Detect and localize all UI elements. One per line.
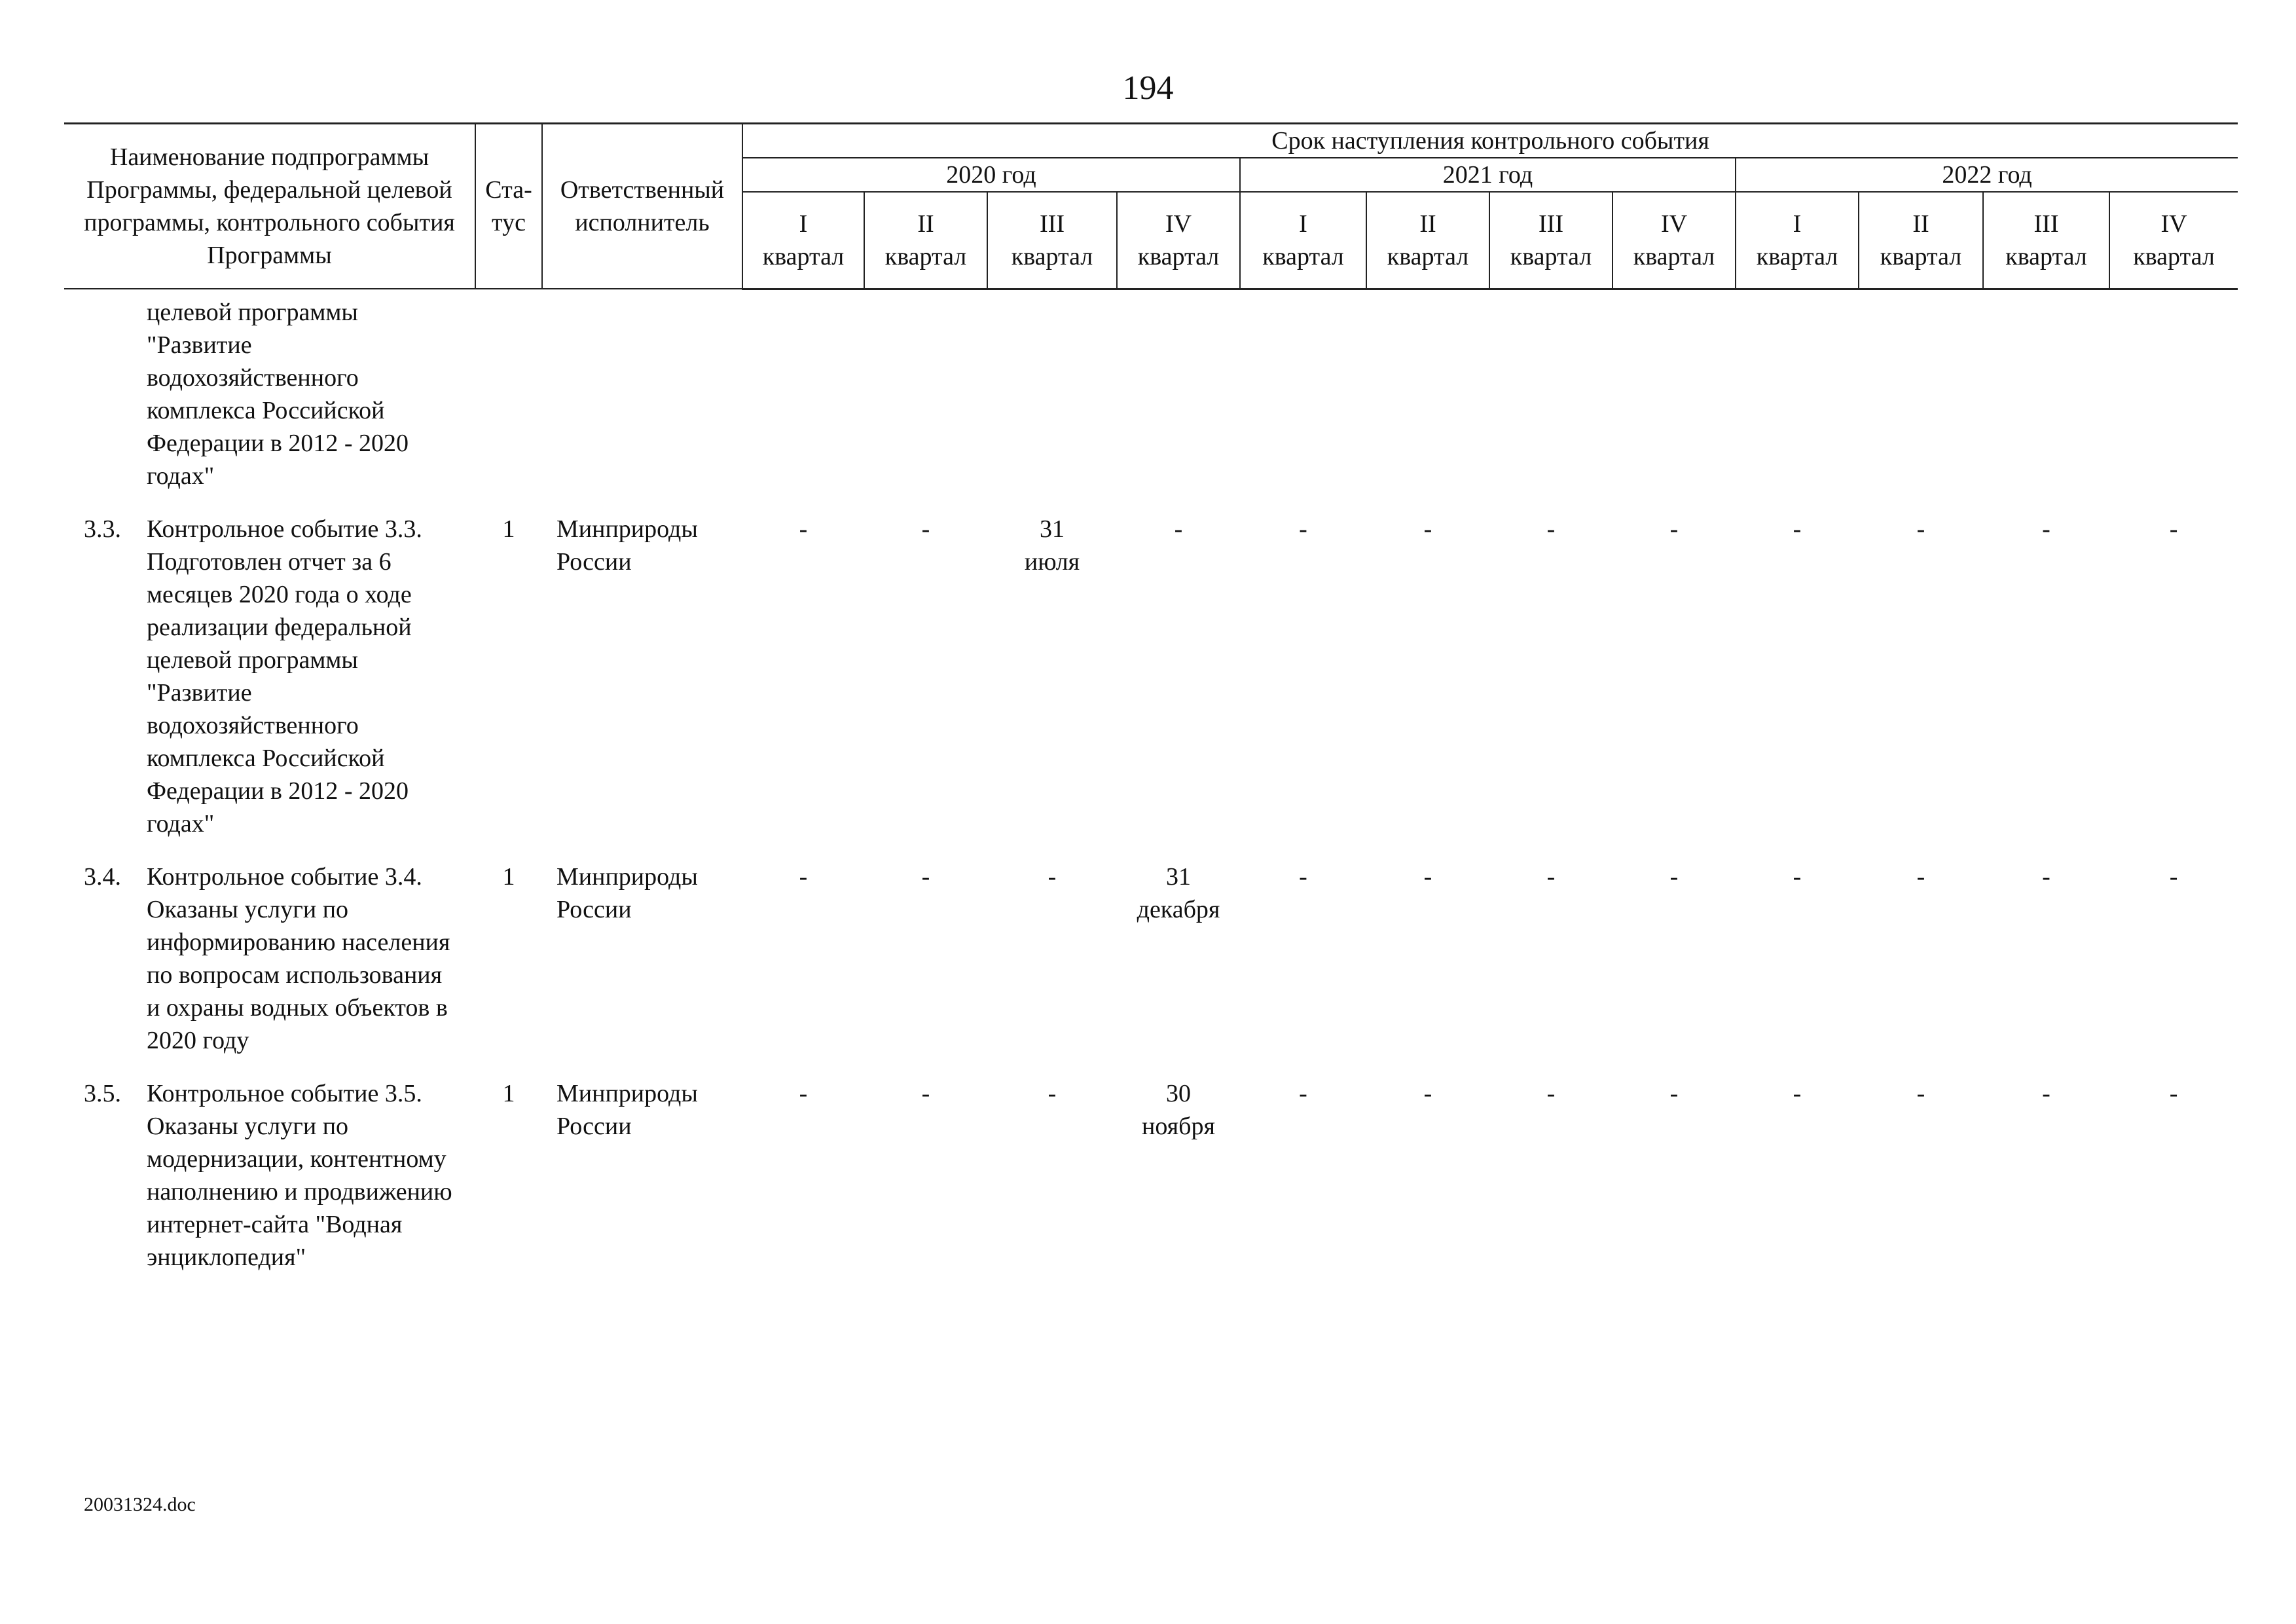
footer-file-name: 20031324.doc: [84, 1494, 196, 1515]
quarter-deadline: [1983, 289, 2109, 509]
quarter-numeral: IV: [1165, 210, 1192, 238]
event-number: 3.3.: [84, 515, 121, 543]
event-executor: Минприроды России: [556, 863, 698, 923]
quarter-word: квартал: [1510, 242, 1592, 270]
page-number: 194: [1122, 69, 1174, 107]
quarter-deadline: -: [1423, 863, 1432, 891]
deadline-part: июля: [1024, 548, 1080, 576]
quarter-deadline: [1613, 289, 1736, 509]
quarter-deadline: [1117, 289, 1240, 509]
header-quarter: [2109, 192, 2238, 289]
quarter-deadline: -: [1793, 1080, 1802, 1107]
quarter-deadline: [1117, 857, 1240, 1074]
quarter-numeral: II: [917, 210, 934, 238]
quarter-deadline: -: [1299, 863, 1307, 891]
quarter-deadline: [1117, 1074, 1240, 1291]
quarter-numeral: I: [1299, 210, 1307, 238]
quarter-word: квартал: [1011, 242, 1093, 270]
deadline-part: 31: [1040, 515, 1065, 543]
table-row: [64, 857, 2238, 1074]
event-executor: [542, 289, 742, 509]
control-events-table: [64, 122, 2238, 1291]
quarter-deadline: [864, 289, 987, 509]
header-executor-column: Ответственный исполнитель: [542, 124, 742, 289]
quarter-numeral: III: [1040, 210, 1065, 238]
quarter-numeral: IV: [2160, 210, 2187, 238]
quarter-deadline: -: [2169, 515, 2178, 543]
event-number: 3.4.: [84, 863, 121, 891]
header-status-column: Ста-тус: [475, 124, 542, 289]
quarter-deadline: [2109, 289, 2238, 509]
event-name-cell: [64, 1074, 475, 1291]
quarter-deadline: -: [799, 863, 808, 891]
event-name-cell: [64, 509, 475, 857]
quarter-deadline: -: [2042, 863, 2050, 891]
quarter-deadline: [1366, 289, 1489, 509]
quarter-word: квартал: [1137, 242, 1220, 270]
header-quarter: [1117, 192, 1240, 289]
header-year-2021: 2021 год: [1240, 158, 1736, 192]
header-year-2022: 2022 год: [1736, 158, 2238, 192]
event-number: 3.5.: [84, 1080, 121, 1107]
deadline-part: ноября: [1142, 1113, 1215, 1140]
quarter-numeral: III: [1539, 210, 1563, 238]
quarter-deadline: -: [1793, 863, 1802, 891]
header-quarter: [1240, 192, 1366, 289]
quarter-word: квартал: [1262, 242, 1344, 270]
event-name-cell: [64, 289, 475, 509]
event-executor: Минприроды России: [556, 515, 698, 576]
quarter-word: квартал: [1880, 242, 1962, 270]
header-name-column: Наименование подпрограммы Программы, федеральной целевой программы, контрольного события Программы: [64, 124, 475, 289]
header-quarter: [987, 192, 1117, 289]
quarter-deadline: -: [2042, 515, 2050, 543]
quarter-deadline: -: [1916, 1080, 1925, 1107]
quarter-deadline: -: [1916, 863, 1925, 891]
quarter-deadline: [1240, 289, 1366, 509]
event-name-cell: [64, 857, 475, 1074]
quarter-deadline: -: [1423, 1080, 1432, 1107]
quarter-deadline: -: [2169, 863, 2178, 891]
quarter-deadline: -: [1546, 863, 1556, 891]
header-quarter: [864, 192, 987, 289]
quarter-word: квартал: [2133, 242, 2215, 270]
quarter-numeral: II: [1912, 210, 1929, 238]
table-row: [64, 509, 2238, 857]
quarter-deadline: -: [1048, 863, 1057, 891]
quarter-word: квартал: [1633, 242, 1715, 270]
quarter-deadline: -: [2169, 1080, 2178, 1107]
quarter-deadline: -: [2042, 1080, 2050, 1107]
quarter-deadline: -: [921, 1080, 930, 1107]
header-quarter: [1736, 192, 1859, 289]
quarter-deadline: -: [1174, 515, 1183, 543]
event-executor: Минприроды России: [556, 1080, 698, 1140]
table-row: [64, 289, 2238, 509]
table-body: [64, 289, 2238, 1291]
quarter-deadline: -: [1048, 1080, 1057, 1107]
header-quarter: [1613, 192, 1736, 289]
header-quarter: [1859, 192, 1983, 289]
quarter-deadline: -: [1423, 515, 1432, 543]
quarter-word: квартал: [1387, 242, 1469, 270]
quarter-numeral: IV: [1660, 210, 1688, 238]
quarter-deadline: -: [1299, 1080, 1307, 1107]
quarter-numeral: I: [1793, 210, 1802, 238]
quarter-deadline: -: [1669, 1080, 1679, 1107]
deadline-part: 30: [1166, 1080, 1191, 1107]
quarter-word: квартал: [762, 242, 845, 270]
event-status: 1: [502, 515, 515, 543]
quarter-deadline: -: [1669, 863, 1679, 891]
quarter-deadline: -: [799, 1080, 808, 1107]
header-quarter: [1983, 192, 2109, 289]
quarter-numeral: I: [799, 210, 808, 238]
header-quarter: [1366, 192, 1489, 289]
quarter-deadline: -: [1793, 515, 1802, 543]
quarter-numeral: III: [2033, 210, 2059, 238]
quarter-numeral: II: [1419, 210, 1436, 238]
quarter-word: квартал: [2005, 242, 2087, 270]
table-row: [64, 1074, 2238, 1291]
event-name: Контрольное событие 3.4. Оказаны услуги по информированию населения по вопросам использования и охраны водных объектов в 2020 году: [147, 863, 450, 1054]
event-status: 1: [502, 863, 515, 891]
quarter-deadline: [1859, 289, 1983, 509]
quarter-deadline: -: [799, 515, 808, 543]
quarter-deadline: -: [1916, 515, 1925, 543]
event-name: Контрольное событие 3.5. Оказаны услуги по модернизации, контентному наполнению и продвижению интернет-сайта "Водная энциклопедия": [147, 1080, 452, 1271]
quarter-deadline: [1736, 289, 1859, 509]
quarter-word: квартал: [1756, 242, 1838, 270]
deadline-part: 31: [1166, 863, 1191, 891]
event-status: 1: [502, 1080, 515, 1107]
header-quarter: [742, 192, 864, 289]
deadline-part: декабря: [1137, 896, 1220, 923]
table-header: [64, 124, 2238, 289]
quarter-deadline: [1489, 289, 1613, 509]
quarter-deadline: -: [921, 863, 930, 891]
quarter-deadline: [987, 509, 1117, 857]
quarter-deadline: -: [1669, 515, 1679, 543]
header-year-2020: 2020 год: [742, 158, 1240, 192]
quarter-deadline: -: [1299, 515, 1307, 543]
event-status: [475, 289, 542, 509]
event-name: Контрольное событие 3.3. Подготовлен отчет за 6 месяцев 2020 года о ходе реализации федеральной целевой программы "Развитие водохозяйственного комплекса Российской Федерации в 2012 - 2020 годах": [147, 515, 422, 838]
quarter-deadline: -: [921, 515, 930, 543]
header-quarter: [1489, 192, 1613, 289]
quarter-deadline: -: [1546, 515, 1556, 543]
quarter-deadline: -: [1546, 1080, 1556, 1107]
event-name: целевой программы "Развитие водохозяйственного комплекса Российской Федерации в 2012 - 2020 годах": [147, 299, 409, 490]
header-deadline: Срок наступления контрольного события: [742, 124, 2238, 158]
quarter-deadline: [987, 289, 1117, 509]
quarter-deadline: [742, 289, 864, 509]
quarter-word: квартал: [884, 242, 967, 270]
